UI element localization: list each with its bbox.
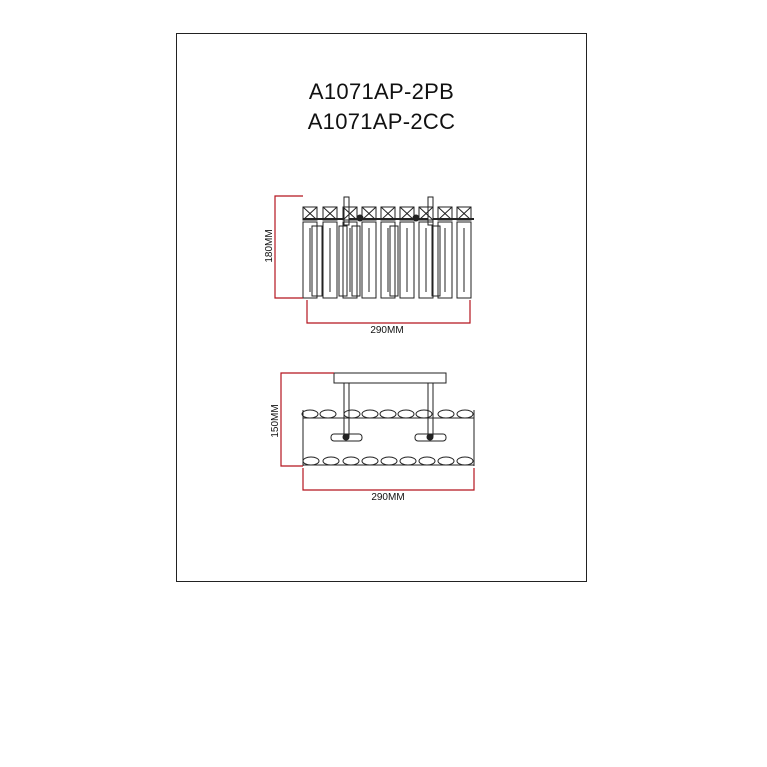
front-dimensions [275,196,470,323]
height-dimension-line [275,196,303,298]
mounting-arm-icon [428,383,433,436]
top-depth-label: 150MM [270,404,281,438]
wall-plate [334,373,446,383]
model-code-pb: A1071AP-2PB [308,79,455,104]
crystal-prism-icon [303,207,317,298]
wall-bracket-icon [331,434,362,441]
top-view [302,373,474,466]
crystal-prisms-front-row [303,207,471,298]
mounting-arm-icon [344,197,349,225]
crystal-prism-icon [381,207,395,298]
top-width-dimension-line [303,468,474,490]
width-dimension-line [307,300,470,323]
top-width-label: 290MM [371,492,405,503]
crystal-prism-icon [362,207,376,298]
model-code-cc: A1071AP-2CC [307,109,456,134]
top-view-crystals-upper [302,410,474,418]
front-view [303,197,474,298]
front-width-label: 290MM [370,325,404,336]
top-view-crystals-lower [303,457,474,465]
crystal-prism-icon [457,207,471,298]
wall-bracket-icon [415,434,446,441]
mounting-arm-icon [344,383,349,436]
crystal-prism-icon [323,207,337,298]
crystal-prism-icon [400,207,414,298]
depth-dimension-line [281,373,334,466]
top-dimensions [281,373,474,490]
front-height-label: 180MM [264,229,275,263]
